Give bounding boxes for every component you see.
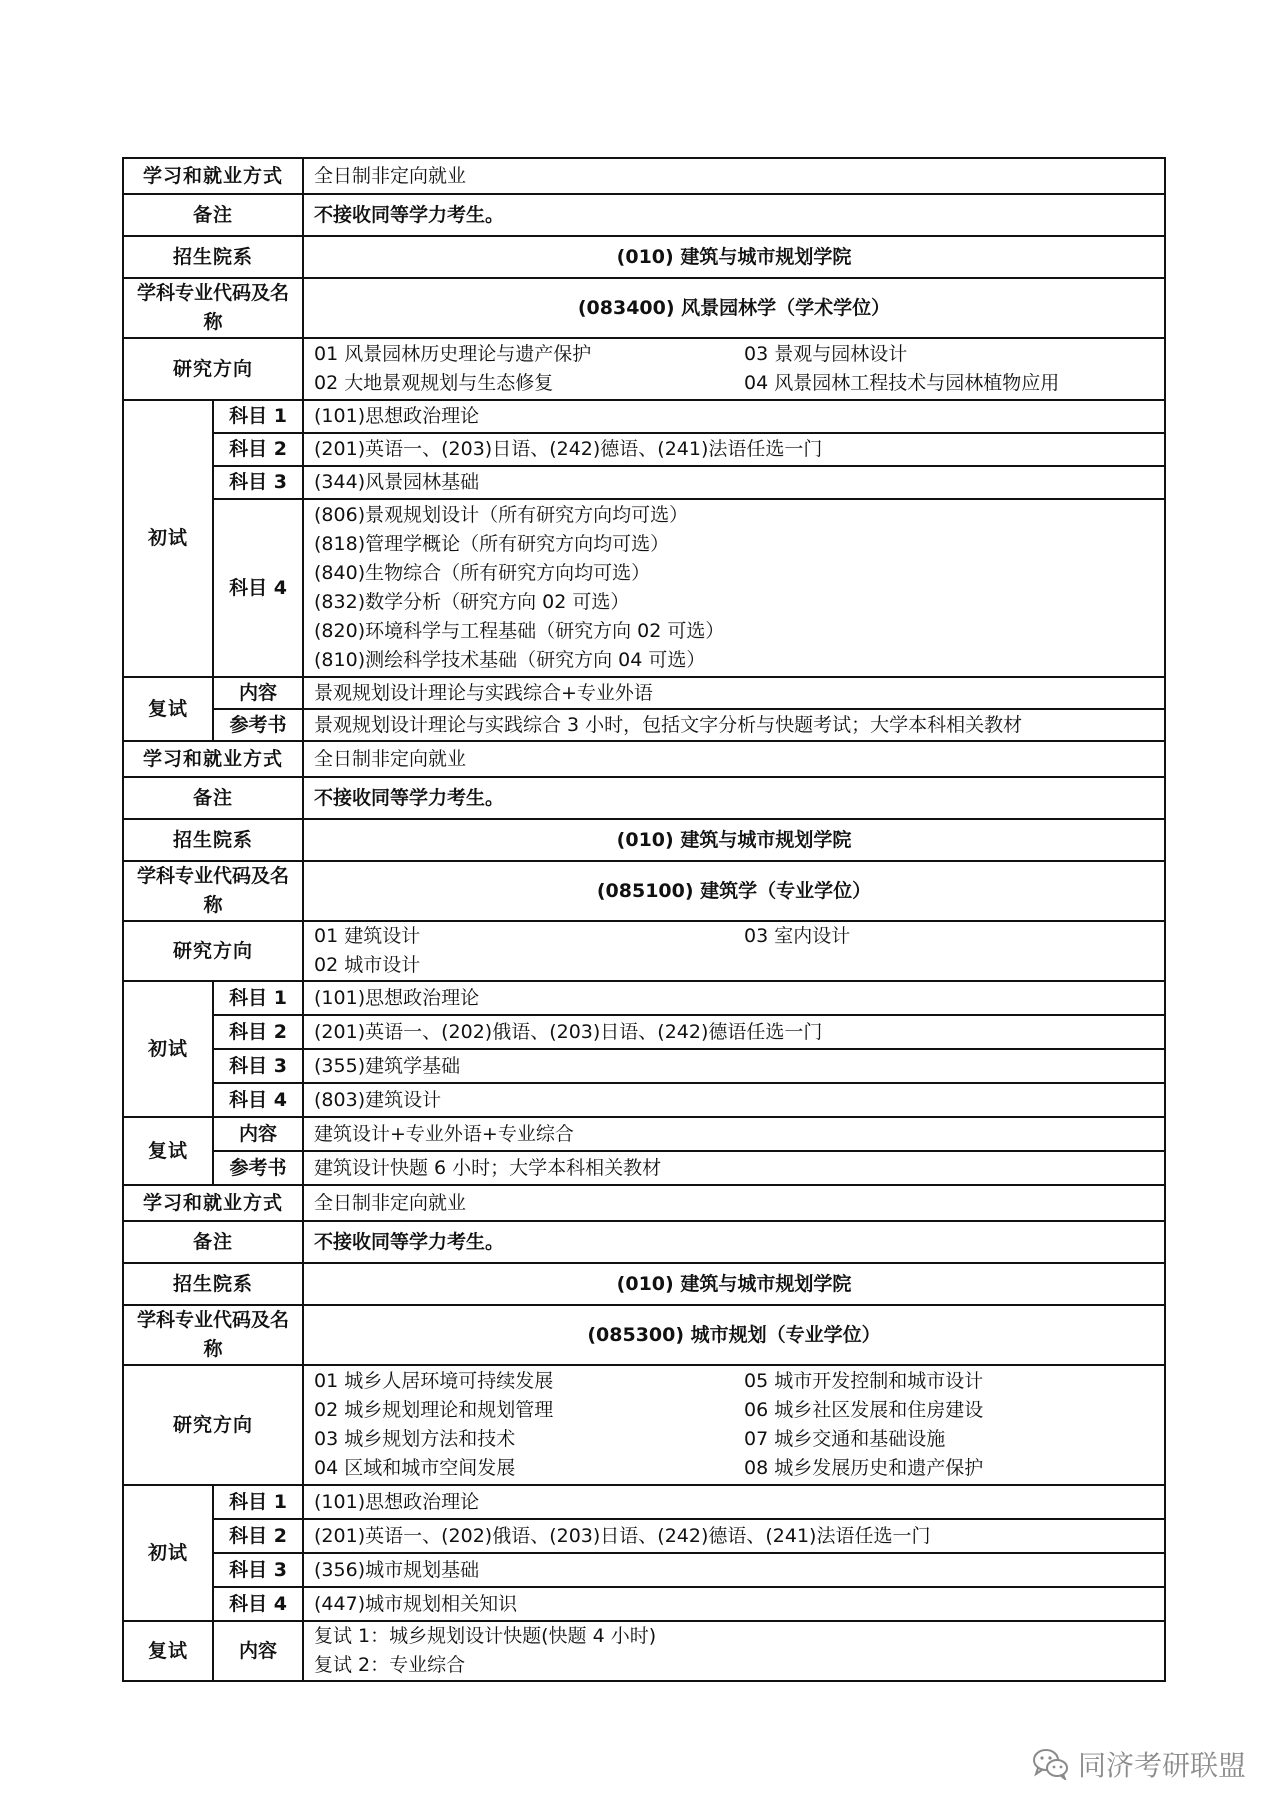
subject-row [123, 981, 1165, 1015]
refbook-row [123, 1151, 1165, 1185]
watermark-text: 同济考研联盟 [1077, 1749, 1246, 1782]
refbook-value: 建筑设计快题 6 小时；大学本科相关教材 [303, 1151, 1165, 1185]
retest-label: 复试 [123, 1621, 213, 1681]
subject-value: (201)英语一、(202)俄语、(203)日语、(242)德语、(241)法语任选一门 [303, 1519, 1165, 1553]
dept-row [123, 1263, 1165, 1305]
directions-label: 研究方向 [123, 921, 303, 981]
subject-value: (101)思想政治理论 [303, 981, 1165, 1015]
subject-row [123, 1587, 1165, 1621]
direction-item: 02 城乡规划理论和规划管理 [314, 1399, 554, 1421]
study-mode-row [123, 1185, 1165, 1221]
subject-value: (101)思想政治理论 [303, 1485, 1165, 1519]
dept-label: 招生院系 [123, 236, 303, 278]
study-mode-label: 学习和就业方式 [123, 1185, 303, 1221]
directions-row [123, 1365, 1165, 1485]
exam-label: 初试 [123, 1485, 213, 1621]
admissions-table [122, 157, 1166, 1682]
retest-content-row [123, 1117, 1165, 1151]
directions-row [123, 921, 1165, 981]
note-row [123, 777, 1165, 819]
note-value: 不接收同等学力考生。 [303, 777, 1165, 819]
study-mode-row [123, 741, 1165, 777]
note-row [123, 194, 1165, 236]
direction-item: 01 建筑设计 [314, 925, 421, 947]
note-value: 不接收同等学力考生。 [303, 1221, 1165, 1263]
subject-row [123, 433, 1165, 466]
study-mode-value: 全日制非定向就业 [303, 741, 1165, 777]
subject-label: 科目 2 [213, 433, 303, 466]
subject-label: 科目 2 [213, 1519, 303, 1553]
direction-item: 04 区域和城市空间发展 [314, 1457, 516, 1479]
direction-item: 03 城乡规划方法和技术 [314, 1428, 516, 1450]
subject-value: (356)城市规划基础 [303, 1553, 1165, 1587]
direction-item: 02 大地景观规划与生态修复 [314, 372, 554, 394]
note-label: 备注 [123, 1221, 303, 1263]
note-row [123, 1221, 1165, 1263]
subject-row [123, 1485, 1165, 1519]
subject-row [123, 1049, 1165, 1083]
study-mode-value: 全日制非定向就业 [303, 158, 1165, 194]
directions-label: 研究方向 [123, 338, 303, 400]
content-line: 复试 1：城乡规划设计快题(快题 4 小时) [314, 1625, 657, 1647]
retest-content-row [123, 677, 1165, 709]
subject-label: 科目 4 [213, 1587, 303, 1621]
direction-item: 05 城市开发控制和城市设计 [744, 1370, 984, 1392]
subject-row [123, 400, 1165, 433]
subject-row [123, 1015, 1165, 1049]
major-label: 学科专业代码及名称 [123, 278, 303, 338]
subject-label: 科目 1 [213, 981, 303, 1015]
major-row [123, 278, 1165, 338]
retest-content-row [123, 1621, 1165, 1681]
exam-label: 初试 [123, 981, 213, 1117]
exam-label: 初试 [123, 400, 213, 677]
dept-value: (010) 建筑与城市规划学院 [303, 236, 1165, 278]
direction-item: 06 城乡社区发展和住房建设 [744, 1399, 984, 1421]
subject-option: (810)测绘科学技术基础（研究方向 04 可选） [314, 649, 706, 671]
content-value: 景观规划设计理论与实践综合+专业外语 [303, 677, 1165, 709]
subject-value: (201)英语一、(203)日语、(242)德语、(241)法语任选一门 [303, 433, 1165, 466]
directions-row [123, 338, 1165, 400]
subject-option: (840)生物综合（所有研究方向均可选） [314, 562, 651, 584]
subject-value: (803)建筑设计 [303, 1083, 1165, 1117]
dept-row [123, 819, 1165, 861]
note-label: 备注 [123, 194, 303, 236]
directions-label: 研究方向 [123, 1365, 303, 1485]
dept-row [123, 236, 1165, 278]
subject-value: (101)思想政治理论 [303, 400, 1165, 433]
refbook-label: 参考书 [213, 709, 303, 741]
direction-item: 08 城乡发展历史和遗产保护 [744, 1457, 984, 1479]
subject-value: (344)风景园林基础 [303, 466, 1165, 499]
directions-list [303, 1365, 1165, 1485]
refbook-label: 参考书 [213, 1151, 303, 1185]
subject-label: 科目 4 [213, 499, 303, 677]
subject-label: 科目 2 [213, 1015, 303, 1049]
subject-label: 科目 1 [213, 1485, 303, 1519]
study-mode-label: 学习和就业方式 [123, 741, 303, 777]
major-value: (085300) 城市规划（专业学位） [303, 1305, 1165, 1365]
directions-list [303, 338, 1165, 400]
subject-label: 科目 3 [213, 1553, 303, 1587]
retest-label: 复试 [123, 677, 213, 741]
directions-list [303, 921, 1165, 981]
subject-row [123, 1519, 1165, 1553]
subject-option: (806)景观规划设计（所有研究方向均可选） [314, 504, 689, 526]
refbook-row [123, 709, 1165, 741]
dept-value: (010) 建筑与城市规划学院 [303, 819, 1165, 861]
major-value: (085100) 建筑学（专业学位） [303, 861, 1165, 921]
major-row [123, 1305, 1165, 1365]
subject-row [123, 1553, 1165, 1587]
major-value: (083400) 风景园林学（学术学位） [303, 278, 1165, 338]
direction-item: 03 室内设计 [744, 925, 851, 947]
subject-row [123, 499, 1165, 677]
subject-label: 科目 4 [213, 1083, 303, 1117]
content-label: 内容 [213, 677, 303, 709]
wechat-icon [1032, 1748, 1070, 1780]
dept-value: (010) 建筑与城市规划学院 [303, 1263, 1165, 1305]
subject-label: 科目 1 [213, 400, 303, 433]
subject-option: (832)数学分析（研究方向 02 可选） [314, 591, 630, 613]
subject-label: 科目 3 [213, 1049, 303, 1083]
direction-item: 01 城乡人居环境可持续发展 [314, 1370, 554, 1392]
subject-option: (818)管理学概论（所有研究方向均可选） [314, 533, 670, 555]
note-value: 不接收同等学力考生。 [303, 194, 1165, 236]
dept-label: 招生院系 [123, 1263, 303, 1305]
subject-option: (820)环境科学与工程基础（研究方向 02 可选） [314, 620, 725, 642]
note-label: 备注 [123, 777, 303, 819]
subject-row [123, 1083, 1165, 1117]
subject-value: (447)城市规划相关知识 [303, 1587, 1165, 1621]
direction-item: 02 城市设计 [314, 954, 421, 976]
content-value [303, 1621, 1165, 1681]
subject-label: 科目 3 [213, 466, 303, 499]
major-label: 学科专业代码及名称 [123, 1305, 303, 1365]
direction-item: 03 景观与园林设计 [744, 343, 908, 365]
subject-value [303, 499, 1165, 677]
watermark [1032, 1744, 1246, 1784]
major-row [123, 861, 1165, 921]
refbook-value: 景观规划设计理论与实践综合 3 小时，包括文字分析与快题考试；大学本科相关教材 [303, 709, 1165, 741]
content-label: 内容 [213, 1621, 303, 1681]
direction-item: 01 风景园林历史理论与遗产保护 [314, 343, 592, 365]
direction-item: 07 城乡交通和基础设施 [744, 1428, 946, 1450]
direction-item: 04 风景园林工程技术与园林植物应用 [744, 372, 1060, 394]
subject-value: (355)建筑学基础 [303, 1049, 1165, 1083]
subject-value: (201)英语一、(202)俄语、(203)日语、(242)德语任选一门 [303, 1015, 1165, 1049]
content-value: 建筑设计+专业外语+专业综合 [303, 1117, 1165, 1151]
direction-item [744, 951, 1154, 980]
content-line: 复试 2：专业综合 [314, 1654, 466, 1676]
major-label: 学科专业代码及名称 [123, 861, 303, 921]
study-mode-value: 全日制非定向就业 [303, 1185, 1165, 1221]
retest-label: 复试 [123, 1117, 213, 1185]
dept-label: 招生院系 [123, 819, 303, 861]
study-mode-row [123, 158, 1165, 194]
content-label: 内容 [213, 1117, 303, 1151]
subject-row [123, 466, 1165, 499]
study-mode-label: 学习和就业方式 [123, 158, 303, 194]
